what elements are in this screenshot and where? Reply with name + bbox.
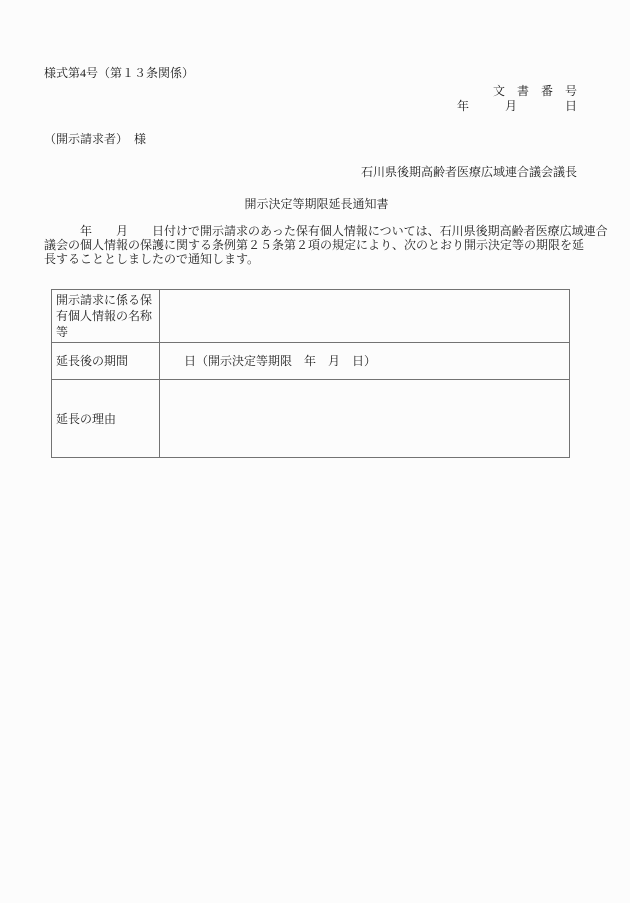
sender-line: 石川県後期高齢者医療広域連合議会議長 <box>360 165 577 179</box>
table-row <box>52 343 570 380</box>
document-title: 開示決定等期限延長通知書 <box>244 197 389 211</box>
body-paragraph-line: 長することとしましたので通知します。 <box>44 252 260 266</box>
table-row <box>52 290 570 343</box>
row-value-cell <box>160 380 570 458</box>
table-row <box>52 380 570 458</box>
body-paragraph <box>44 224 608 266</box>
row-label-cell: 延長の理由 <box>52 380 160 458</box>
body-paragraph-line: 議会の個人情報の保護に関する条例第２５条第２項の規定により、次のとおり開示決定等の期限を延 <box>44 238 585 252</box>
row-label-cell: 延長後の期間 <box>52 343 160 380</box>
date-line: 年 月 日 <box>456 99 577 113</box>
row-value-cell: 日（開示決定等期限 年 月 日） <box>160 343 570 380</box>
notice-table <box>51 289 570 458</box>
body-paragraph-line: 年 月 日付けで開示請求のあった保有個人情報については、石川県後期高齢者医療広域連合 <box>44 224 608 238</box>
row-label-cell: 開示請求に係る保有個人情報の名称等 <box>52 290 160 343</box>
addressee-line: （開示請求者） 様 <box>44 132 147 146</box>
doc-number-line: 文 書 番 号 <box>492 84 577 98</box>
row-value-cell <box>160 290 570 343</box>
form-number-line: 様式第4号（第１３条関係） <box>44 66 195 80</box>
